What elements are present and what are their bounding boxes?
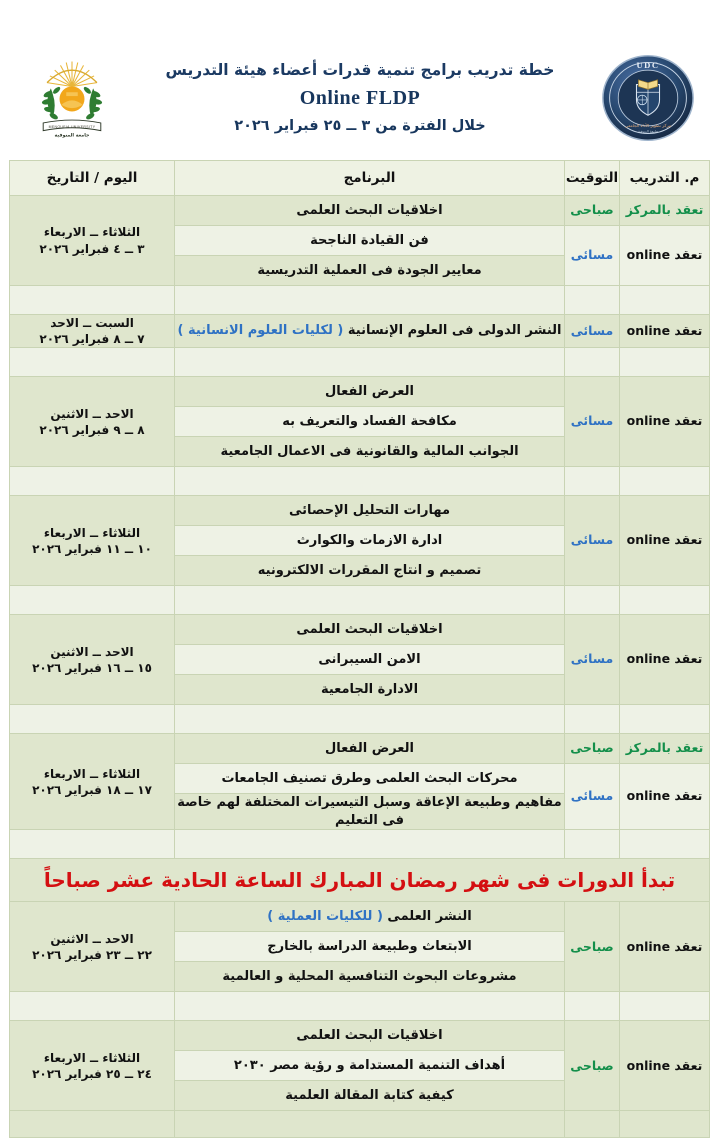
- spacer-cell: [565, 467, 620, 496]
- date-cell: [10, 196, 175, 286]
- program-cell: [175, 902, 565, 932]
- training-time-cell: مسائى: [565, 226, 620, 286]
- table-header-row: [10, 161, 710, 196]
- date-cell: [10, 615, 175, 705]
- training-time-cell: صباحى: [565, 1021, 620, 1111]
- spacer-cell: [10, 586, 175, 615]
- spacer-cell: [565, 992, 620, 1021]
- spacer-cell: [175, 705, 565, 734]
- date-number: ١٠ ــ ١١ فبراير ٢٠٢٦: [32, 541, 152, 556]
- table-row: [10, 734, 710, 764]
- training-mode-cell: تعقد online: [620, 902, 710, 992]
- program-cell: [175, 196, 565, 226]
- program-title: مفاهيم وطبيعة الإعاقة وسبل التيسيرات المختلفة لهم خاصة فى التعليم: [177, 795, 562, 828]
- spacer-cell: [175, 286, 565, 315]
- program-cell: [175, 645, 565, 675]
- program-title: تصميم و انتاج المقررات الالكترونيه: [257, 563, 482, 579]
- program-title: الامن السيبرانى: [318, 652, 421, 668]
- table-spacer-row: [10, 992, 710, 1021]
- program-title: محركات البحث العلمى وطرق تصنيف الجامعات: [221, 771, 518, 787]
- table-header: [10, 161, 710, 196]
- column-header-mode: م. التدريب: [620, 161, 710, 196]
- spacer-cell: [10, 348, 175, 377]
- spacer-cell: [565, 586, 620, 615]
- page-subtitle-period: خلال الفترة من ٣ ــ ٢٥ فبراير ٢٠٢٦: [234, 117, 486, 134]
- ramadan-notice-text: تبدأ الدورات فى شهر رمضان المبارك الساعة الحادية عشر صباحاً: [10, 859, 710, 902]
- program-cell: [175, 932, 565, 962]
- table-spacer-row: [10, 1111, 710, 1138]
- table-spacer-row: [10, 286, 710, 315]
- spacer-cell: [565, 286, 620, 315]
- table-row: [10, 377, 710, 407]
- program-title: ادارة الازمات والكوارث: [296, 533, 443, 549]
- svg-text:جامعة المنوفية: جامعة المنوفية: [638, 129, 658, 134]
- document-header: [0, 0, 720, 160]
- program-cell: [175, 256, 565, 286]
- spacer-cell: [175, 348, 565, 377]
- training-mode-cell: تعقد online: [620, 377, 710, 467]
- date-day: السبت ــ الاحد: [50, 316, 134, 330]
- column-header-time: التوقيت: [565, 161, 620, 196]
- date-cell: [10, 315, 175, 348]
- table-row: [10, 902, 710, 932]
- training-time-cell: مسائى: [565, 315, 620, 348]
- date-day: الاحد ــ الاثنين: [50, 406, 134, 421]
- program-title: مشروعات البحوث التنافسية المحلية و العالمية: [222, 969, 517, 985]
- program-cell: [175, 794, 565, 830]
- training-mode-cell: تعقد online: [620, 615, 710, 705]
- training-time-cell: صباحى: [565, 196, 620, 226]
- program-title: العرض الفعال: [325, 384, 414, 400]
- svg-text:مركز تطوير الأداء الجامعي: مركز تطوير الأداء الجامعي: [624, 122, 672, 128]
- date-number: ٢٢ ــ ٢٣ فبراير ٢٠٢٦: [32, 947, 152, 962]
- program-cell: [175, 377, 565, 407]
- training-time-cell: صباحى: [565, 902, 620, 992]
- program-title: معايير الجودة فى العملية التدريسية: [257, 262, 482, 278]
- ramadan-notice-row: [10, 859, 710, 902]
- page-title-english: Online FLDP: [299, 86, 421, 109]
- program-cell: [175, 675, 565, 705]
- program-cell: [175, 764, 565, 794]
- date-cell: [10, 734, 175, 830]
- spacer-cell: [620, 286, 710, 315]
- program-note: ( لكليات العلوم الانسانية ): [177, 323, 344, 339]
- program-cell: [175, 1081, 565, 1111]
- program-cell: [175, 1051, 565, 1081]
- table-body: [10, 196, 710, 1138]
- training-time-cell: مسائى: [565, 615, 620, 705]
- table-row: [10, 1021, 710, 1051]
- spacer-cell: [10, 830, 175, 859]
- training-mode-cell: تعقد online: [620, 764, 710, 830]
- date-cell: [10, 1021, 175, 1111]
- table-spacer-row: [10, 705, 710, 734]
- program-cell: [175, 556, 565, 586]
- spacer-cell: [10, 1111, 175, 1138]
- date-day: الاحد ــ الاثنين: [50, 644, 134, 659]
- program-cell: [175, 496, 565, 526]
- program-title: النشر الدولى فى العلوم الإنسانية: [343, 323, 562, 339]
- program-title: أهداف التنمية المستدامة و رؤية مصر ٢٠٣٠: [233, 1058, 506, 1074]
- program-title: مكافحة الفساد والتعريف به: [282, 414, 457, 430]
- program-title: مهارات التحليل الإحصائى: [288, 503, 451, 519]
- program-cell: [175, 526, 565, 556]
- date-cell: [10, 902, 175, 992]
- date-cell: [10, 496, 175, 586]
- date-number: ٧ ــ ٨ فبراير ٢٠٢٦: [39, 332, 145, 347]
- table-row: [10, 615, 710, 645]
- program-cell: [175, 615, 565, 645]
- program-title: الادارة الجامعية: [320, 682, 419, 698]
- table-spacer-row: [10, 348, 710, 377]
- program-cell: [175, 1021, 565, 1051]
- training-schedule-table: [9, 160, 710, 1138]
- spacer-cell: [175, 586, 565, 615]
- program-title: اخلاقيات البحث العلمى: [296, 202, 443, 218]
- header-title-group: [120, 59, 600, 136]
- training-time-cell: مسائى: [565, 377, 620, 467]
- table-row: [10, 196, 710, 226]
- schedule-table-wrap: [0, 160, 720, 1138]
- svg-text:MENOUFIA UNIVERSITY: MENOUFIA UNIVERSITY: [48, 124, 96, 129]
- spacer-cell: [565, 1111, 620, 1138]
- training-mode-cell: تعقد بالمركز: [620, 196, 710, 226]
- program-title: اخلاقيات البحث العلمى: [296, 1028, 443, 1044]
- svg-text:UDC: UDC: [636, 60, 660, 71]
- spacer-cell: [10, 286, 175, 315]
- training-mode-cell: تعقد online: [620, 1021, 710, 1111]
- column-header-date: اليوم / التاريخ: [10, 161, 175, 196]
- program-note: ( للكليات العملية ): [267, 909, 383, 925]
- spacer-cell: [175, 1111, 565, 1138]
- spacer-cell: [620, 348, 710, 377]
- spacer-cell: [565, 830, 620, 859]
- date-day: الثلاثاء ــ الاربعاء: [43, 225, 141, 240]
- training-mode-cell: تعقد بالمركز: [620, 734, 710, 764]
- program-cell: [175, 962, 565, 992]
- spacer-cell: [10, 467, 175, 496]
- program-title: كيفية كتابة المقالة العلمية: [285, 1088, 454, 1104]
- program-title: العرض الفعال: [325, 741, 414, 757]
- spacer-cell: [565, 348, 620, 377]
- date-day: الثلاثاء ــ الاربعاء: [43, 1050, 141, 1065]
- program-cell: [175, 437, 565, 467]
- program-title: اخلاقيات البحث العلمى: [296, 622, 443, 638]
- table-row: [10, 496, 710, 526]
- training-mode-cell: تعقد online: [620, 315, 710, 348]
- program-cell: [175, 407, 565, 437]
- spacer-cell: [620, 830, 710, 859]
- column-header-program: البرنامج: [175, 161, 565, 196]
- date-day: الثلاثاء ــ الاربعاء: [43, 766, 141, 781]
- spacer-cell: [620, 467, 710, 496]
- spacer-cell: [565, 705, 620, 734]
- training-time-cell: مسائى: [565, 764, 620, 830]
- training-time-cell: مسائى: [565, 496, 620, 586]
- program-cell: [175, 226, 565, 256]
- udc-seal-logo: [600, 50, 696, 146]
- spacer-cell: [175, 992, 565, 1021]
- table-spacer-row: [10, 830, 710, 859]
- spacer-cell: [620, 1111, 710, 1138]
- spacer-cell: [10, 992, 175, 1021]
- date-cell: [10, 377, 175, 467]
- table-spacer-row: [10, 586, 710, 615]
- spacer-cell: [620, 705, 710, 734]
- spacer-cell: [620, 586, 710, 615]
- menoufia-university-logo: [24, 50, 120, 146]
- spacer-cell: [175, 467, 565, 496]
- program-title: الجوانب المالية والقانونية فى الاعمال الجامعية: [220, 444, 519, 460]
- date-day: الثلاثاء ــ الاربعاء: [43, 525, 141, 540]
- date-number: ٣ ــ ٤ فبراير ٢٠٢٦: [39, 241, 145, 256]
- program-cell: [175, 315, 565, 348]
- spacer-cell: [620, 992, 710, 1021]
- training-time-cell: صباحى: [565, 734, 620, 764]
- program-cell: [175, 734, 565, 764]
- training-mode-cell: تعقد online: [620, 226, 710, 286]
- table-row: [10, 315, 710, 348]
- spacer-cell: [10, 705, 175, 734]
- date-number: ٢٤ ــ ٢٥ فبراير ٢٠٢٦: [32, 1066, 152, 1081]
- program-title: النشر العلمى: [382, 909, 472, 925]
- table-spacer-row: [10, 467, 710, 496]
- svg-text:جامعة المنوفية: جامعة المنوفية: [54, 133, 90, 139]
- program-title: الابتعاث وطبيعة الدراسة بالخارج: [267, 939, 472, 955]
- date-number: ١٥ ــ ١٦ فبراير ٢٠٢٦: [32, 660, 152, 675]
- date-number: ٨ ــ ٩ فبراير ٢٠٢٦: [39, 422, 145, 437]
- page-title-arabic: خطة تدريب برامج تنمية قدرات أعضاء هيئة التدريس: [165, 61, 555, 80]
- date-day: الاحد ــ الاثنين: [50, 931, 134, 946]
- date-number: ١٧ ــ ١٨ فبراير ٢٠٢٦: [32, 782, 152, 797]
- training-mode-cell: تعقد online: [620, 496, 710, 586]
- program-title: فن القيادة الناجحة: [310, 232, 429, 248]
- spacer-cell: [175, 830, 565, 859]
